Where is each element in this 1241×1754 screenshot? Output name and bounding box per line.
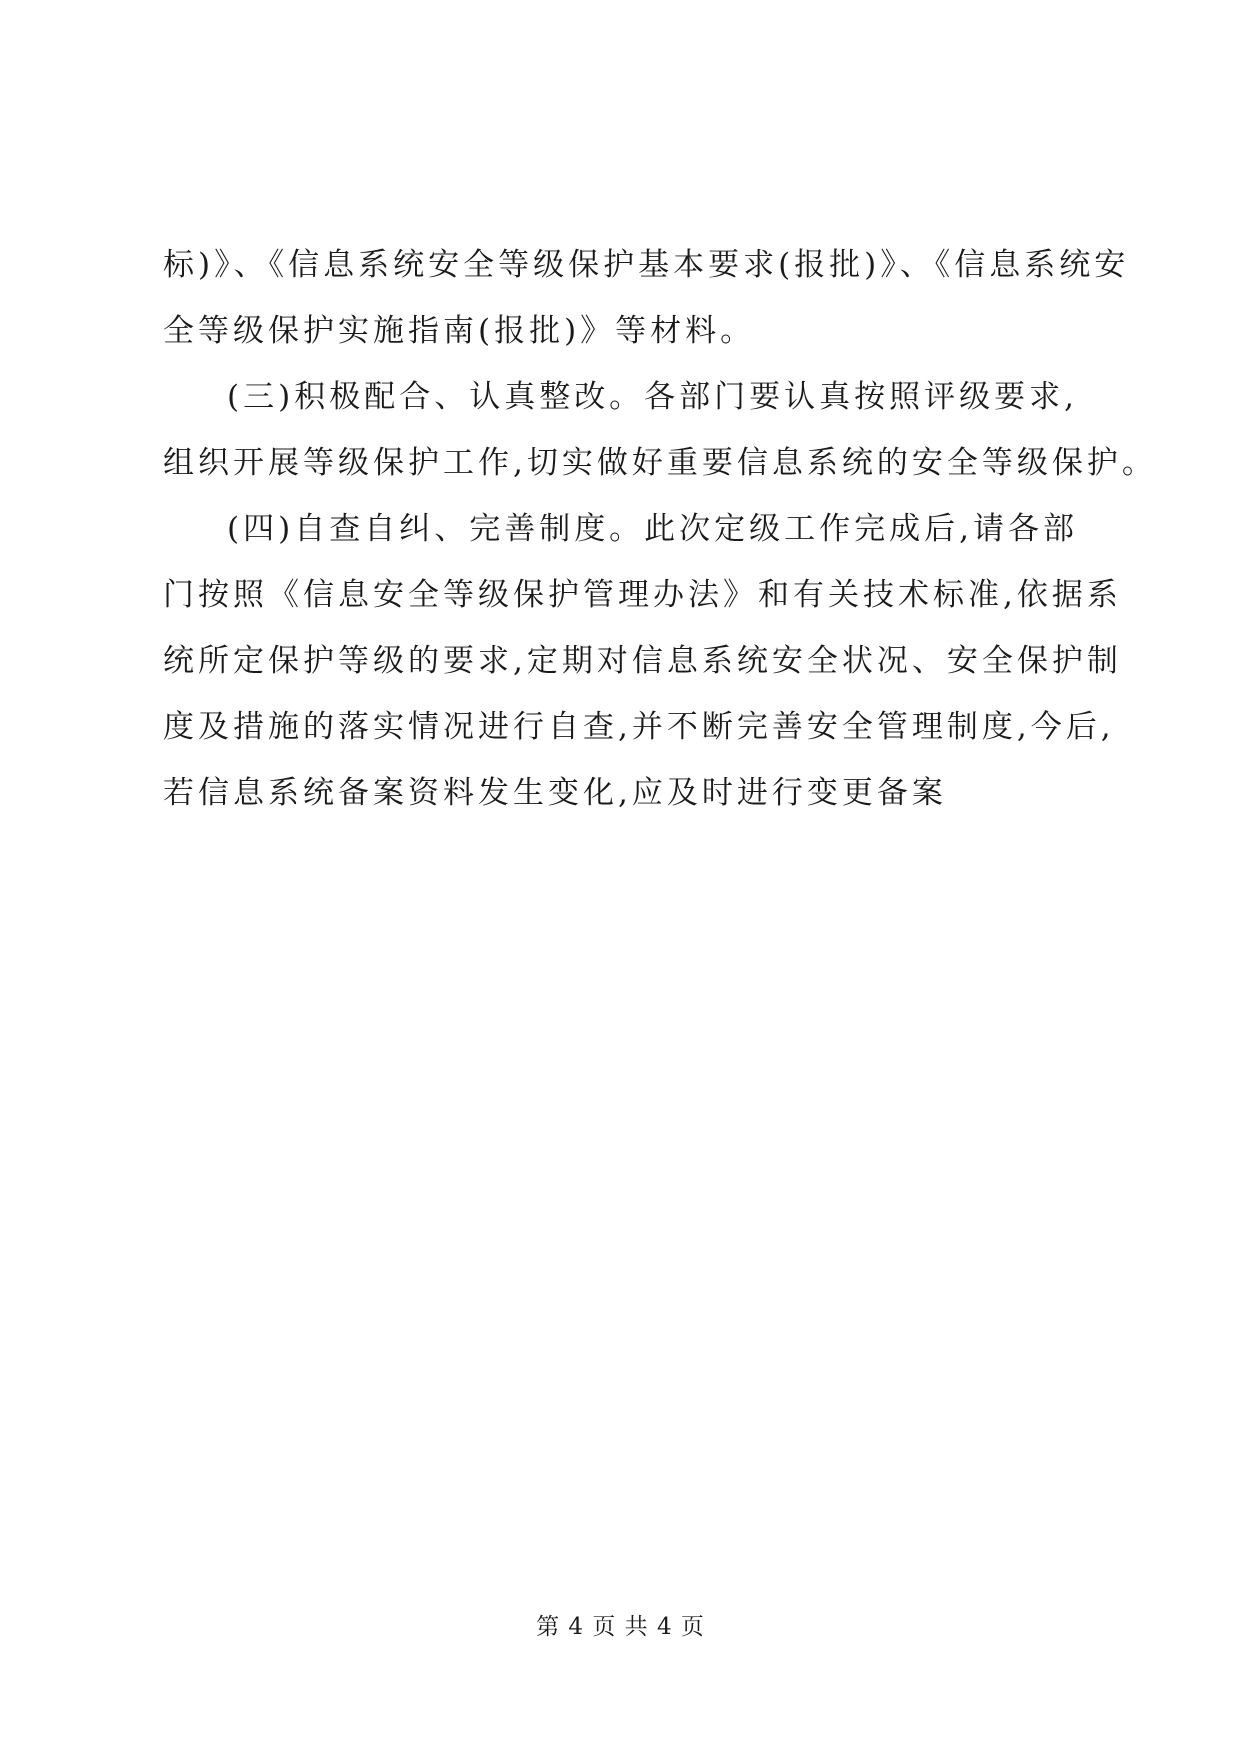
document-body [163, 232, 1157, 826]
text-line: 全等级保护实施指南(报批)》等材料。 [163, 313, 756, 349]
text-line: 标)》、《信息系统安全等级保护基本要求(报批)》、《信息系统安 [163, 247, 1130, 283]
paragraph-three-start: (三)积极配合、认真整改。各部门要认真按照评级要求, [227, 379, 1079, 415]
text-line: 门按照《信息安全等级保护管理办法》和有关技术标准,依据系 [163, 577, 1122, 613]
text-line: 组织开展等级保护工作,切实做好重要信息系统的安全等级保护。 [163, 445, 1157, 481]
text-line: 度及措施的落实情况进行自查,并不断完善安全管理制度,今后, [163, 709, 1115, 745]
paragraph-four-start: (四)自查自纠、完善制度。此次定级工作完成后,请各部 [227, 511, 1079, 547]
page-number-footer: 第 4 页 共 4 页 [536, 1614, 705, 1640]
text-line: 若信息系统备案资料发生变化,应及时进行变更备案 [163, 775, 947, 811]
text-line: 统所定保护等级的要求,定期对信息系统安全状况、安全保护制 [163, 643, 1122, 679]
